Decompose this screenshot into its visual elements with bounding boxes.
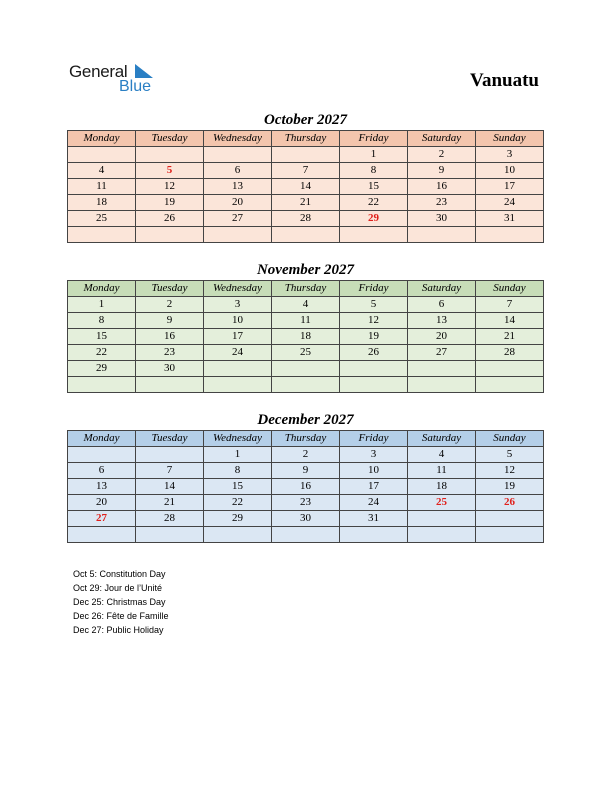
day-cell	[408, 227, 476, 243]
day-cell	[204, 377, 272, 393]
day-cell: 30	[272, 511, 340, 527]
weekday-header: Thursday	[272, 131, 340, 147]
weekday-header: Monday	[68, 131, 136, 147]
day-cell: 6	[68, 463, 136, 479]
day-cell: 23	[136, 345, 204, 361]
day-cell	[68, 527, 136, 543]
weekday-header: Wednesday	[204, 431, 272, 447]
day-cell: 22	[204, 495, 272, 511]
day-cell	[340, 527, 408, 543]
day-cell: 15	[340, 179, 408, 195]
day-cell: 9	[272, 463, 340, 479]
day-cell	[136, 377, 204, 393]
weekday-header: Tuesday	[136, 131, 204, 147]
day-cell: 23	[272, 495, 340, 511]
day-cell: 6	[408, 297, 476, 313]
calendar-grid	[67, 280, 544, 393]
logo-text-blue: Blue	[119, 78, 152, 95]
day-cell: 11	[408, 463, 476, 479]
weekday-header: Friday	[340, 431, 408, 447]
day-cell: 14	[136, 479, 204, 495]
day-cell: 25	[272, 345, 340, 361]
week-row	[68, 195, 544, 211]
weekday-header: Thursday	[272, 281, 340, 297]
day-cell: 9	[408, 163, 476, 179]
day-cell: 24	[204, 345, 272, 361]
day-cell: 17	[476, 179, 544, 195]
day-cell: 1	[340, 147, 408, 163]
weekday-header: Thursday	[272, 431, 340, 447]
day-cell: 28	[136, 511, 204, 527]
weekday-header: Wednesday	[204, 131, 272, 147]
day-cell: 10	[476, 163, 544, 179]
holiday-notes	[73, 567, 169, 637]
day-cell	[136, 527, 204, 543]
week-row	[68, 479, 544, 495]
day-cell: 28	[476, 345, 544, 361]
day-cell: 20	[204, 195, 272, 211]
day-cell	[340, 377, 408, 393]
calendar-grid	[67, 130, 544, 243]
day-cell: 26	[476, 495, 544, 511]
holiday-note: Dec 26: Fête de Famille	[73, 611, 169, 621]
week-row	[68, 463, 544, 479]
day-cell: 19	[136, 195, 204, 211]
day-cell	[476, 527, 544, 543]
day-cell	[136, 147, 204, 163]
day-cell: 13	[204, 179, 272, 195]
weekday-header-row	[68, 131, 544, 147]
weekday-header: Tuesday	[136, 431, 204, 447]
day-cell	[68, 377, 136, 393]
weekday-header-row	[68, 431, 544, 447]
day-cell: 24	[340, 495, 408, 511]
day-cell: 4	[408, 447, 476, 463]
week-row	[68, 179, 544, 195]
day-cell	[408, 527, 476, 543]
day-cell: 27	[68, 511, 136, 527]
day-cell: 8	[204, 463, 272, 479]
week-row	[68, 329, 544, 345]
day-cell: 13	[408, 313, 476, 329]
day-cell: 21	[476, 329, 544, 345]
day-cell: 29	[68, 361, 136, 377]
day-cell: 1	[204, 447, 272, 463]
day-cell: 13	[68, 479, 136, 495]
day-cell	[204, 227, 272, 243]
week-row	[68, 495, 544, 511]
day-cell	[408, 377, 476, 393]
day-cell	[272, 361, 340, 377]
day-cell: 31	[476, 211, 544, 227]
day-cell	[68, 447, 136, 463]
day-cell: 30	[136, 361, 204, 377]
day-cell: 18	[272, 329, 340, 345]
day-cell: 7	[476, 297, 544, 313]
day-cell: 25	[408, 495, 476, 511]
day-cell: 18	[408, 479, 476, 495]
week-row	[68, 377, 544, 393]
week-row	[68, 313, 544, 329]
day-cell	[476, 227, 544, 243]
month-title: October 2027	[264, 112, 347, 128]
day-cell	[272, 527, 340, 543]
day-cell	[476, 511, 544, 527]
day-cell: 19	[476, 479, 544, 495]
day-cell: 28	[272, 211, 340, 227]
calendar-grid	[67, 430, 544, 543]
week-row	[68, 227, 544, 243]
day-cell: 2	[136, 297, 204, 313]
day-cell: 27	[408, 345, 476, 361]
month-title: December 2027	[257, 412, 354, 428]
week-row	[68, 211, 544, 227]
day-cell: 26	[136, 211, 204, 227]
weekday-header: Monday	[68, 431, 136, 447]
day-cell: 12	[136, 179, 204, 195]
day-cell: 18	[68, 195, 136, 211]
week-row	[68, 297, 544, 313]
weekday-header: Saturday	[408, 281, 476, 297]
day-cell: 12	[476, 463, 544, 479]
day-cell: 14	[272, 179, 340, 195]
day-cell: 10	[204, 313, 272, 329]
generalblue-logo	[69, 60, 169, 96]
logo-text-general: General	[69, 62, 128, 81]
day-cell: 10	[340, 463, 408, 479]
day-cell: 15	[68, 329, 136, 345]
day-cell: 3	[340, 447, 408, 463]
day-cell	[204, 147, 272, 163]
day-cell	[272, 227, 340, 243]
week-row	[68, 361, 544, 377]
weekday-header: Friday	[340, 281, 408, 297]
day-cell: 22	[340, 195, 408, 211]
day-cell: 9	[136, 313, 204, 329]
weekday-header: Saturday	[408, 131, 476, 147]
day-cell: 21	[136, 495, 204, 511]
day-cell	[476, 361, 544, 377]
day-cell: 20	[408, 329, 476, 345]
day-cell: 25	[68, 211, 136, 227]
country-title: Vanuatu	[469, 70, 539, 91]
day-cell: 30	[408, 211, 476, 227]
day-cell	[136, 227, 204, 243]
day-cell: 22	[68, 345, 136, 361]
week-row	[68, 345, 544, 361]
day-cell: 3	[204, 297, 272, 313]
weekday-header: Tuesday	[136, 281, 204, 297]
day-cell: 26	[340, 345, 408, 361]
day-cell	[68, 147, 136, 163]
day-cell	[340, 361, 408, 377]
weekday-header: Friday	[340, 131, 408, 147]
day-cell: 7	[272, 163, 340, 179]
day-cell: 11	[68, 179, 136, 195]
day-cell	[68, 227, 136, 243]
day-cell	[408, 511, 476, 527]
day-cell: 16	[408, 179, 476, 195]
day-cell: 16	[136, 329, 204, 345]
day-cell	[272, 377, 340, 393]
weekday-header: Sunday	[476, 431, 544, 447]
day-cell: 8	[68, 313, 136, 329]
day-cell: 4	[272, 297, 340, 313]
day-cell: 2	[408, 147, 476, 163]
day-cell	[408, 361, 476, 377]
day-cell: 24	[476, 195, 544, 211]
day-cell: 8	[340, 163, 408, 179]
day-cell	[204, 361, 272, 377]
week-row	[68, 511, 544, 527]
day-cell: 15	[204, 479, 272, 495]
day-cell: 29	[340, 211, 408, 227]
weekday-header: Sunday	[476, 131, 544, 147]
day-cell: 11	[272, 313, 340, 329]
holiday-note: Dec 27: Public Holiday	[73, 625, 164, 635]
day-cell: 16	[272, 479, 340, 495]
day-cell: 12	[340, 313, 408, 329]
day-cell: 20	[68, 495, 136, 511]
day-cell	[476, 377, 544, 393]
day-cell: 17	[340, 479, 408, 495]
month-december	[67, 411, 544, 543]
day-cell: 5	[136, 163, 204, 179]
day-cell: 4	[68, 163, 136, 179]
holiday-note: Dec 25: Christmas Day	[73, 597, 166, 607]
day-cell: 23	[408, 195, 476, 211]
day-cell: 29	[204, 511, 272, 527]
day-cell: 2	[272, 447, 340, 463]
day-cell	[136, 447, 204, 463]
day-cell: 5	[476, 447, 544, 463]
week-row	[68, 147, 544, 163]
day-cell: 6	[204, 163, 272, 179]
week-row	[68, 527, 544, 543]
weekday-header: Wednesday	[204, 281, 272, 297]
holiday-note: Oct 5: Constitution Day	[73, 569, 166, 579]
day-cell: 3	[476, 147, 544, 163]
day-cell: 21	[272, 195, 340, 211]
day-cell: 7	[136, 463, 204, 479]
month-title: November 2027	[256, 262, 355, 278]
day-cell: 1	[68, 297, 136, 313]
week-row	[68, 447, 544, 463]
day-cell	[272, 147, 340, 163]
weekday-header: Sunday	[476, 281, 544, 297]
weekday-header-row	[68, 281, 544, 297]
day-cell: 31	[340, 511, 408, 527]
weekday-header: Saturday	[408, 431, 476, 447]
day-cell: 19	[340, 329, 408, 345]
month-november	[67, 261, 544, 393]
day-cell: 17	[204, 329, 272, 345]
day-cell: 14	[476, 313, 544, 329]
weekday-header: Monday	[68, 281, 136, 297]
day-cell	[204, 527, 272, 543]
week-row	[68, 163, 544, 179]
month-october	[67, 111, 544, 243]
day-cell: 27	[204, 211, 272, 227]
day-cell: 5	[340, 297, 408, 313]
holiday-note: Oct 29: Jour de l’Unité	[73, 583, 163, 593]
day-cell	[340, 227, 408, 243]
